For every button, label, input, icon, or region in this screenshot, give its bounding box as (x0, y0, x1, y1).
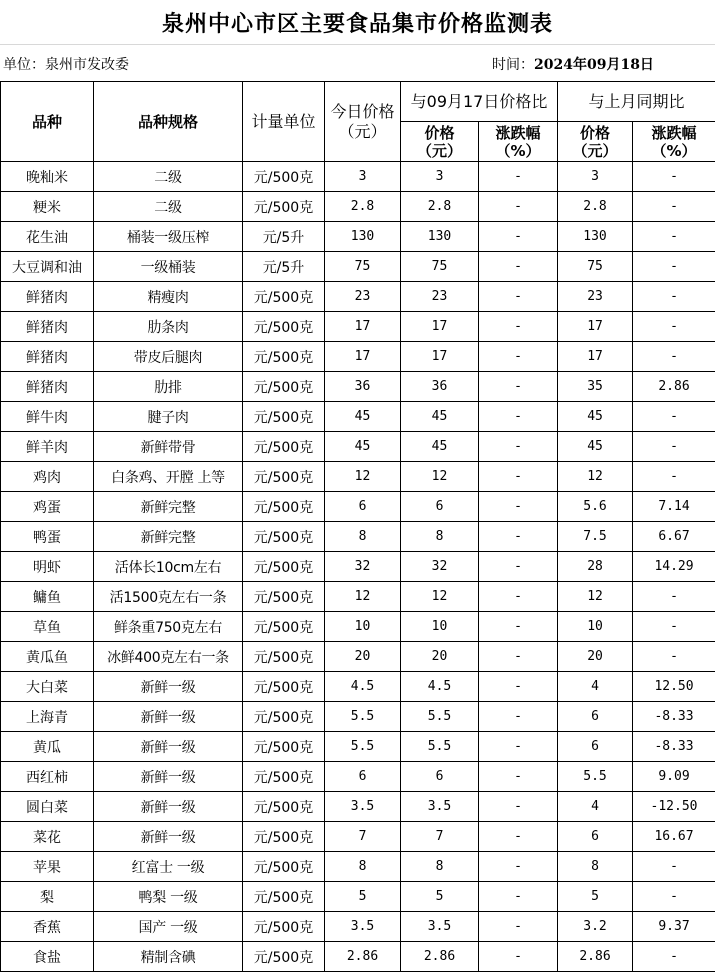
cell-spec: 冰鲜400克左右一条 (94, 642, 243, 672)
cell-prev-price: 32 (401, 552, 479, 582)
header-month-price (558, 122, 633, 162)
cell-unit: 元/500克 (243, 852, 325, 882)
table-row (1, 942, 715, 972)
header-prev-price-line2: （元） (416, 141, 462, 160)
cell-prev-price: 8 (401, 852, 479, 882)
cell-prev-change: - (479, 312, 558, 342)
cell-variety: 鸡蛋 (1, 492, 94, 522)
header-today-price-line1: 今日价格 (330, 101, 395, 121)
cell-prev-change: - (479, 462, 558, 492)
cell-variety: 晚籼米 (1, 162, 94, 192)
table-row (1, 852, 715, 882)
table-row (1, 702, 715, 732)
table-row (1, 372, 715, 402)
cell-month-change: - (633, 642, 715, 672)
cell-variety: 花生油 (1, 222, 94, 252)
header-variety: 品种 (1, 82, 94, 162)
cell-spec: 新鲜完整 (94, 522, 243, 552)
cell-today-price: 5 (325, 882, 401, 912)
cell-spec: 一级桶装 (94, 252, 243, 282)
cell-unit: 元/5升 (243, 222, 325, 252)
cell-prev-change: - (479, 732, 558, 762)
cell-month-price: 20 (558, 642, 633, 672)
cell-variety: 明虾 (1, 552, 94, 582)
cell-month-price: 17 (558, 342, 633, 372)
cell-month-price: 6 (558, 822, 633, 852)
cell-prev-change: - (479, 792, 558, 822)
cell-month-price: 35 (558, 372, 633, 402)
cell-prev-price: 23 (401, 282, 479, 312)
header-month-price-line1: 价格 (580, 123, 611, 142)
cell-month-price: 28 (558, 552, 633, 582)
table-row (1, 672, 715, 702)
cell-prev-price: 6 (401, 762, 479, 792)
cell-variety: 鳙鱼 (1, 582, 94, 612)
cell-today-price: 6 (325, 762, 401, 792)
table-row (1, 282, 715, 312)
cell-unit: 元/500克 (243, 342, 325, 372)
cell-today-price: 45 (325, 432, 401, 462)
cell-today-price: 12 (325, 582, 401, 612)
cell-today-price: 3.5 (325, 912, 401, 942)
cell-spec: 肋条肉 (94, 312, 243, 342)
cell-prev-change: - (479, 582, 558, 612)
cell-spec: 二级 (94, 192, 243, 222)
cell-prev-price: 8 (401, 522, 479, 552)
cell-unit: 元/500克 (243, 882, 325, 912)
cell-today-price: 8 (325, 522, 401, 552)
header-month-change-line2: （%） (651, 141, 697, 160)
cell-variety: 鸡肉 (1, 462, 94, 492)
cell-prev-change: - (479, 192, 558, 222)
cell-variety: 大豆调和油 (1, 252, 94, 282)
table-row (1, 402, 715, 432)
cell-month-change: - (633, 612, 715, 642)
cell-prev-change: - (479, 702, 558, 732)
cell-unit: 元/500克 (243, 762, 325, 792)
cell-month-change: -8.33 (633, 702, 715, 732)
cell-month-price: 2.8 (558, 192, 633, 222)
table-row (1, 642, 715, 672)
cell-prev-price: 2.8 (401, 192, 479, 222)
cell-today-price: 45 (325, 402, 401, 432)
cell-variety: 上海青 (1, 702, 94, 732)
cell-unit: 元/500克 (243, 312, 325, 342)
cell-unit: 元/500克 (243, 492, 325, 522)
cell-spec: 带皮后腿肉 (94, 342, 243, 372)
cell-month-change: 12.50 (633, 672, 715, 702)
cell-variety: 鲜牛肉 (1, 402, 94, 432)
cell-unit: 元/500克 (243, 702, 325, 732)
cell-spec: 新鲜一级 (94, 672, 243, 702)
cell-prev-change: - (479, 492, 558, 522)
cell-unit: 元/500克 (243, 282, 325, 312)
cell-today-price: 2.86 (325, 942, 401, 972)
cell-today-price: 130 (325, 222, 401, 252)
cell-variety: 鲜猪肉 (1, 312, 94, 342)
header-today-price (325, 82, 401, 162)
cell-spec: 红富士 一级 (94, 852, 243, 882)
header-prev-change-line1: 涨跌幅 (495, 123, 541, 142)
cell-variety: 鲜猪肉 (1, 372, 94, 402)
cell-month-change: - (633, 312, 715, 342)
table-row (1, 912, 715, 942)
cell-month-change: - (633, 402, 715, 432)
cell-month-price: 8 (558, 852, 633, 882)
cell-variety: 圆白菜 (1, 792, 94, 822)
cell-today-price: 8 (325, 852, 401, 882)
cell-today-price: 12 (325, 462, 401, 492)
cell-spec: 新鲜一级 (94, 822, 243, 852)
cell-spec: 活1500克左右一条 (94, 582, 243, 612)
cell-prev-price: 130 (401, 222, 479, 252)
cell-month-change: -8.33 (633, 732, 715, 762)
cell-prev-price: 5.5 (401, 702, 479, 732)
report-date (492, 54, 654, 74)
table-row (1, 312, 715, 342)
cell-unit: 元/500克 (243, 672, 325, 702)
cell-today-price: 20 (325, 642, 401, 672)
cell-unit: 元/500克 (243, 792, 325, 822)
cell-spec: 肋排 (94, 372, 243, 402)
header-month-change (633, 122, 715, 162)
cell-today-price: 2.8 (325, 192, 401, 222)
cell-variety: 香蕉 (1, 912, 94, 942)
cell-month-change: - (633, 462, 715, 492)
cell-variety: 鲜猪肉 (1, 342, 94, 372)
cell-month-change: 2.86 (633, 372, 715, 402)
cell-month-price: 17 (558, 312, 633, 342)
cell-month-price: 7.5 (558, 522, 633, 552)
table-row (1, 522, 715, 552)
cell-spec: 鸭梨 一级 (94, 882, 243, 912)
cell-prev-change: - (479, 402, 558, 432)
table-row (1, 252, 715, 282)
cell-month-change: - (633, 432, 715, 462)
cell-month-change: - (633, 192, 715, 222)
cell-today-price: 5.5 (325, 732, 401, 762)
cell-unit: 元/500克 (243, 612, 325, 642)
cell-today-price: 36 (325, 372, 401, 402)
cell-unit: 元/500克 (243, 732, 325, 762)
cell-prev-change: - (479, 162, 558, 192)
cell-prev-change: - (479, 552, 558, 582)
cell-month-price: 45 (558, 402, 633, 432)
cell-month-change: - (633, 252, 715, 282)
cell-today-price: 10 (325, 612, 401, 642)
cell-variety: 苹果 (1, 852, 94, 882)
cell-prev-change: - (479, 612, 558, 642)
cell-variety: 鲜猪肉 (1, 282, 94, 312)
cell-unit: 元/500克 (243, 432, 325, 462)
table-row (1, 432, 715, 462)
cell-month-change: - (633, 882, 715, 912)
cell-prev-change: - (479, 672, 558, 702)
table-row (1, 822, 715, 852)
cell-spec: 腱子肉 (94, 402, 243, 432)
cell-prev-change: - (479, 282, 558, 312)
header-prev-change (479, 122, 558, 162)
cell-spec: 新鲜带骨 (94, 432, 243, 462)
cell-prev-price: 36 (401, 372, 479, 402)
cell-prev-price: 10 (401, 612, 479, 642)
cell-month-price: 10 (558, 612, 633, 642)
cell-spec: 鲜条重750克左右 (94, 612, 243, 642)
price-table (0, 81, 715, 972)
publishing-unit: 单位：泉州市发改委 (3, 57, 129, 73)
table-row (1, 192, 715, 222)
cell-spec: 新鲜一级 (94, 762, 243, 792)
date-value: 2024年09月18日 (534, 57, 654, 73)
cell-prev-price: 12 (401, 582, 479, 612)
cell-prev-price: 17 (401, 342, 479, 372)
cell-spec: 活体长10cm左右 (94, 552, 243, 582)
table-row (1, 882, 715, 912)
cell-month-price: 75 (558, 252, 633, 282)
cell-today-price: 32 (325, 552, 401, 582)
header-group-last-month: 与上月同期比 (558, 82, 715, 122)
cell-prev-price: 3 (401, 162, 479, 192)
header-month-price-line2: （元） (572, 141, 618, 160)
table-row (1, 492, 715, 522)
cell-today-price: 7 (325, 822, 401, 852)
cell-unit: 元/500克 (243, 582, 325, 612)
cell-month-price: 6 (558, 732, 633, 762)
header-month-change-line1: 涨跌幅 (651, 123, 697, 142)
table-row (1, 222, 715, 252)
cell-prev-price: 75 (401, 252, 479, 282)
cell-month-price: 4 (558, 792, 633, 822)
cell-variety: 粳米 (1, 192, 94, 222)
cell-month-change: - (633, 942, 715, 972)
cell-unit: 元/500克 (243, 462, 325, 492)
cell-today-price: 4.5 (325, 672, 401, 702)
cell-today-price: 5.5 (325, 702, 401, 732)
cell-spec: 新鲜一级 (94, 702, 243, 732)
cell-unit: 元/500克 (243, 522, 325, 552)
cell-unit: 元/500克 (243, 942, 325, 972)
cell-prev-change: - (479, 522, 558, 552)
cell-today-price: 23 (325, 282, 401, 312)
table-row (1, 732, 715, 762)
cell-prev-price: 12 (401, 462, 479, 492)
header-spec: 品种规格 (94, 82, 243, 162)
header-measure-unit: 计量单位 (243, 82, 325, 162)
info-bar (0, 46, 715, 81)
cell-prev-price: 5.5 (401, 732, 479, 762)
cell-prev-price: 17 (401, 312, 479, 342)
cell-variety: 食盐 (1, 942, 94, 972)
cell-unit: 元/500克 (243, 822, 325, 852)
cell-today-price: 17 (325, 312, 401, 342)
cell-unit: 元/500克 (243, 162, 325, 192)
cell-variety: 黄瓜 (1, 732, 94, 762)
cell-prev-price: 20 (401, 642, 479, 672)
cell-variety: 西红柿 (1, 762, 94, 792)
cell-month-change: - (633, 222, 715, 252)
cell-prev-change: - (479, 942, 558, 972)
cell-prev-price: 4.5 (401, 672, 479, 702)
cell-variety: 鸭蛋 (1, 522, 94, 552)
header-prev-price (401, 122, 479, 162)
cell-month-price: 23 (558, 282, 633, 312)
cell-prev-price: 5 (401, 882, 479, 912)
cell-unit: 元/500克 (243, 552, 325, 582)
table-row (1, 792, 715, 822)
cell-month-price: 5.5 (558, 762, 633, 792)
cell-prev-price: 3.5 (401, 792, 479, 822)
cell-month-price: 130 (558, 222, 633, 252)
cell-variety: 菜花 (1, 822, 94, 852)
cell-month-price: 3.2 (558, 912, 633, 942)
cell-prev-change: - (479, 252, 558, 282)
cell-month-price: 12 (558, 462, 633, 492)
cell-prev-change: - (479, 372, 558, 402)
cell-prev-change: - (479, 642, 558, 672)
cell-month-change: 16.67 (633, 822, 715, 852)
cell-prev-change: - (479, 852, 558, 882)
cell-unit: 元/500克 (243, 192, 325, 222)
cell-spec: 新鲜完整 (94, 492, 243, 522)
cell-variety: 梨 (1, 882, 94, 912)
cell-variety: 草鱼 (1, 612, 94, 642)
cell-prev-change: - (479, 342, 558, 372)
cell-month-change: 6.67 (633, 522, 715, 552)
cell-month-price: 5 (558, 882, 633, 912)
table-row (1, 762, 715, 792)
cell-spec: 精瘦肉 (94, 282, 243, 312)
cell-month-change: 14.29 (633, 552, 715, 582)
header-prev-change-line2: （%） (495, 141, 541, 160)
cell-today-price: 3 (325, 162, 401, 192)
cell-unit: 元/500克 (243, 372, 325, 402)
table-body (1, 162, 715, 972)
page-title: 泉州中心市区主要食品集市价格监测表 (0, 0, 715, 45)
cell-prev-change: - (479, 822, 558, 852)
cell-month-price: 6 (558, 702, 633, 732)
cell-unit: 元/500克 (243, 642, 325, 672)
date-label: 时间： (492, 57, 534, 73)
cell-spec: 新鲜一级 (94, 792, 243, 822)
cell-spec: 二级 (94, 162, 243, 192)
cell-today-price: 17 (325, 342, 401, 372)
header-group-prev-day: 与09月17日价格比 (401, 82, 558, 122)
cell-spec: 国产 一级 (94, 912, 243, 942)
cell-spec: 新鲜一级 (94, 732, 243, 762)
cell-prev-change: - (479, 432, 558, 462)
cell-month-change: -12.50 (633, 792, 715, 822)
cell-spec: 精制含碘 (94, 942, 243, 972)
table-row (1, 552, 715, 582)
cell-month-change: 9.37 (633, 912, 715, 942)
cell-prev-change: - (479, 912, 558, 942)
cell-today-price: 3.5 (325, 792, 401, 822)
cell-month-change: 9.09 (633, 762, 715, 792)
cell-month-change: - (633, 342, 715, 372)
cell-unit: 元/500克 (243, 912, 325, 942)
cell-month-price: 5.6 (558, 492, 633, 522)
cell-prev-change: - (479, 882, 558, 912)
cell-prev-price: 45 (401, 402, 479, 432)
cell-spec: 白条鸡、开膛 上等 (94, 462, 243, 492)
cell-prev-change: - (479, 762, 558, 792)
cell-month-change: - (633, 162, 715, 192)
cell-month-change: - (633, 282, 715, 312)
cell-today-price: 6 (325, 492, 401, 522)
cell-month-change: 7.14 (633, 492, 715, 522)
cell-month-price: 12 (558, 582, 633, 612)
cell-prev-change: - (479, 222, 558, 252)
cell-unit: 元/500克 (243, 402, 325, 432)
cell-prev-price: 7 (401, 822, 479, 852)
table-row (1, 162, 715, 192)
table-row (1, 612, 715, 642)
cell-month-change: - (633, 582, 715, 612)
header-prev-price-line1: 价格 (424, 123, 455, 142)
cell-month-price: 3 (558, 162, 633, 192)
cell-spec: 桶装一级压榨 (94, 222, 243, 252)
cell-variety: 大白菜 (1, 672, 94, 702)
cell-variety: 鲜羊肉 (1, 432, 94, 462)
table-row (1, 582, 715, 612)
cell-today-price: 75 (325, 252, 401, 282)
cell-prev-price: 6 (401, 492, 479, 522)
table-row (1, 462, 715, 492)
cell-prev-price: 3.5 (401, 912, 479, 942)
cell-month-change: - (633, 852, 715, 882)
cell-unit: 元/5升 (243, 252, 325, 282)
cell-month-price: 4 (558, 672, 633, 702)
cell-month-price: 2.86 (558, 942, 633, 972)
table-row (1, 342, 715, 372)
cell-month-price: 45 (558, 432, 633, 462)
cell-prev-price: 45 (401, 432, 479, 462)
cell-prev-price: 2.86 (401, 942, 479, 972)
header-today-price-line2: （元） (338, 121, 387, 141)
cell-variety: 黄瓜鱼 (1, 642, 94, 672)
